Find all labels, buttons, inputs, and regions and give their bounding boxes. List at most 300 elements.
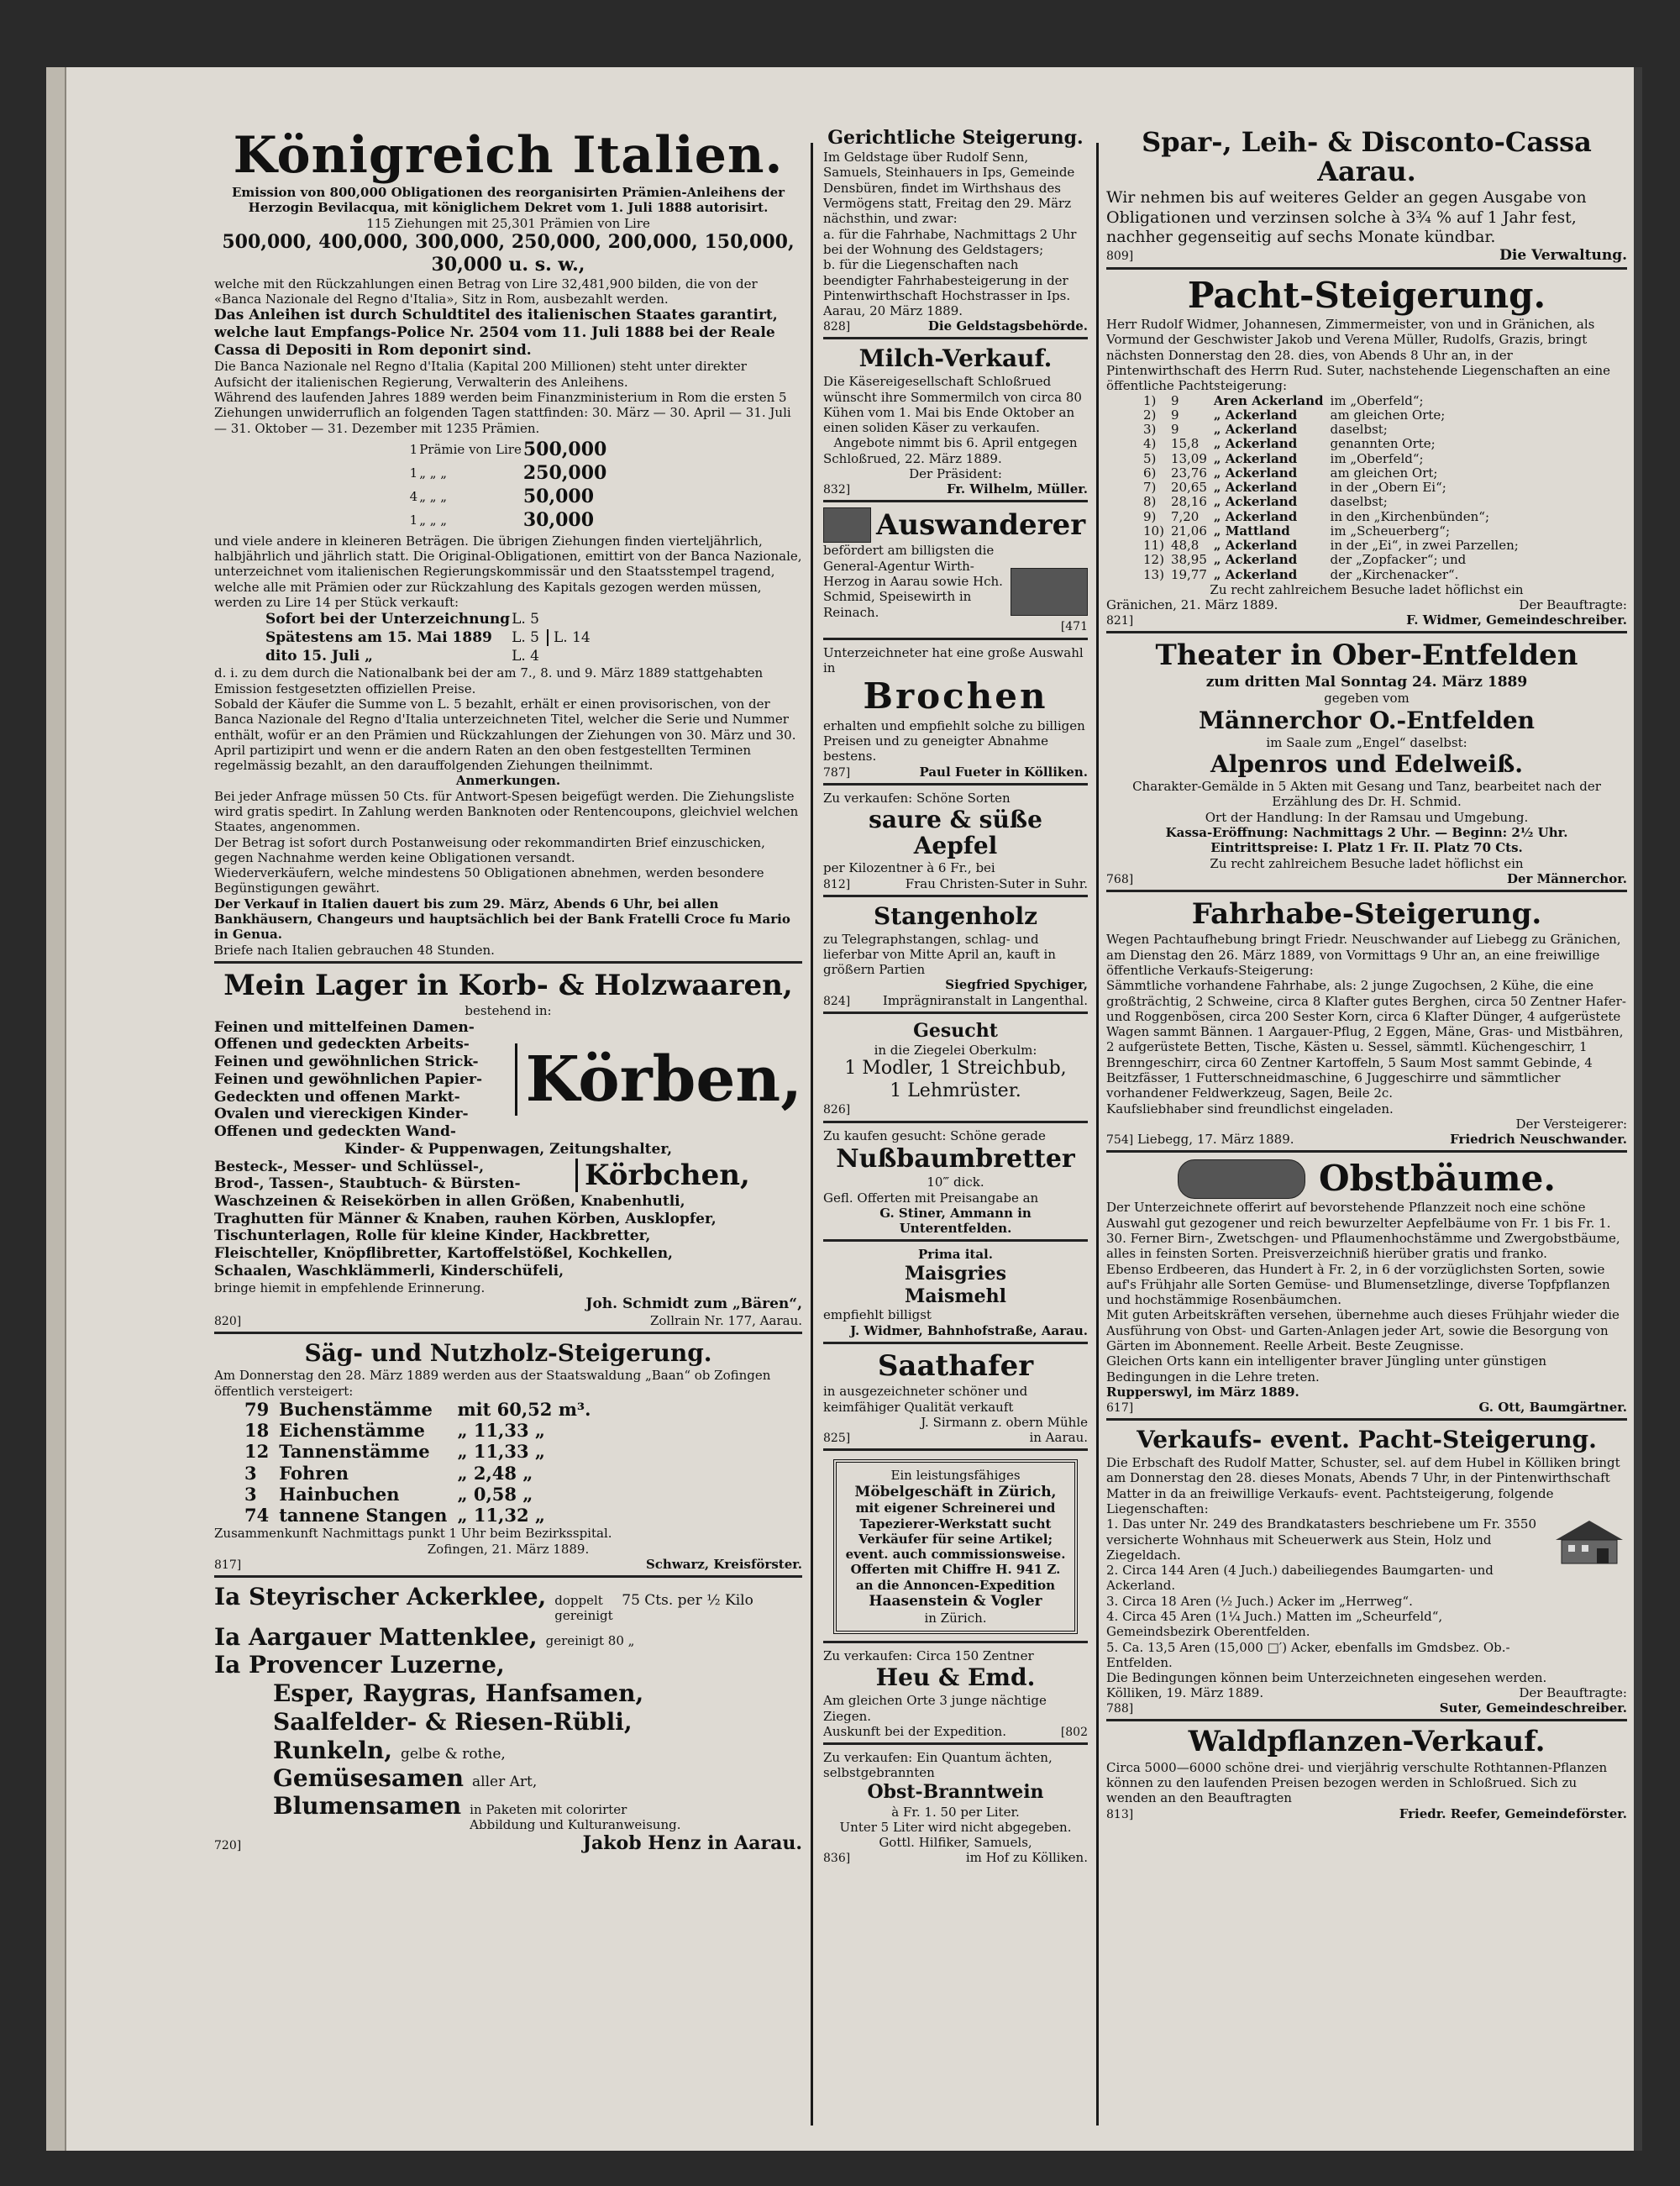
ad-number: 828] xyxy=(823,320,851,334)
ad-number: 787] xyxy=(823,765,851,780)
parcel-area: 9 xyxy=(1170,407,1179,423)
ad-text: Der Betrag ist sofort durch Postanweisung oder rekommandirten Brief einzuschicken, gegen Nachnahme werden keine Obligationen versandt. xyxy=(214,834,765,865)
ad-footer xyxy=(823,318,1088,334)
ad-text: Prima ital. xyxy=(918,1247,993,1263)
parcel-type: Aren Ackerland xyxy=(1213,392,1324,408)
parcel-area: 48,8 xyxy=(1170,538,1200,554)
ad-title: Gesucht xyxy=(913,1019,998,1042)
timber-volume: mit 60,52 m³. xyxy=(457,1399,591,1421)
ad-fahrhabe-steigerung xyxy=(1106,897,1627,1153)
property-item: 5. Ca. 13,5 Aren (15,000 □′) Acker, ebenfalls im Gmdsbez. Ob.-Entfelden. xyxy=(1106,1639,1510,1670)
basket-big-word: Körben, xyxy=(515,1043,802,1116)
ad-text: Der Beauftragte: xyxy=(1519,1685,1627,1701)
ad-obst-branntwein xyxy=(823,1750,1088,1866)
ad-body xyxy=(823,543,1088,619)
ad-number: 768] xyxy=(1106,872,1134,886)
parcel-row xyxy=(1140,466,1522,481)
ad-text: Zu recht zahlreichem Besuche ladet höflichst ein xyxy=(1210,581,1524,597)
prize-count: 1 xyxy=(409,441,418,457)
ad-obstbaeume xyxy=(1106,1158,1627,1421)
ad-footer xyxy=(1106,1700,1627,1716)
ad-number: 754] xyxy=(1106,1133,1134,1148)
timber-kind: tannene Stangen xyxy=(279,1505,448,1527)
parcel-area: 15,8 xyxy=(1170,436,1200,452)
parcel-location: in der „Obern Ei“; xyxy=(1330,480,1446,496)
parcel-row xyxy=(1140,408,1522,423)
ad-pacht-steigerung xyxy=(1106,275,1627,633)
parcel-area: 28,16 xyxy=(1170,494,1207,510)
seed-line xyxy=(214,1623,802,1651)
parcel-number: 10) xyxy=(1143,523,1164,539)
ad-text: Wiederverkäufern, welche mindestens 50 Obligationen abnehmen, werden besondere Begünstigungen gewährt. xyxy=(214,865,764,896)
prize-table xyxy=(409,438,608,532)
ad-title: saure & süße Aepfel xyxy=(869,805,1042,859)
timber-kind: Buchenstämme xyxy=(279,1399,433,1421)
ad-number: 617] xyxy=(1106,1401,1134,1416)
ad-title: Königreich Italien. xyxy=(233,126,784,185)
ad-aepfel xyxy=(823,791,1088,897)
ad-text: befördert am billigsten die General-Agentur Wirth-Herzog in Aarau sowie Hch. Schmid, Speisewirth in Reinach. xyxy=(823,543,1003,620)
ad-text: Waschzeinen & Reisekörben in allen Größen, Knabenhutli, xyxy=(214,1192,685,1210)
ad-number: [802 xyxy=(1060,1725,1088,1739)
prize-row xyxy=(409,485,608,508)
prize-row xyxy=(409,461,608,485)
ad-text: bestehend in: xyxy=(465,1003,552,1019)
ad-text: Briefe nach Italien gebrauchen 48 Stunden. xyxy=(214,942,495,958)
ad-signature: Gottl. Hilfiker, Samuels, xyxy=(879,1835,1032,1851)
ad-signature: F. Widmer, Gemeindeschreiber. xyxy=(1406,612,1627,628)
parcel-row xyxy=(1140,452,1522,466)
ad-saathafer xyxy=(823,1349,1088,1451)
column-left xyxy=(214,126,802,1854)
ad-text: in die Ziegelei Oberkulm: xyxy=(874,1042,1037,1058)
seed-line xyxy=(214,1583,802,1623)
ad-signature: G. Stiner, Ammann in Unterentfelden. xyxy=(879,1205,1032,1237)
ad-text: Die Käsereigesellschaft Schloßrued wünscht ihre Sommermilch von circa 80 Kühen vom 1. Mai bis Ende Oktober an einen soliden Käser zu verkaufen. xyxy=(823,374,1082,436)
ad-signature: Der Männerchor. xyxy=(1506,870,1627,886)
ad-text: Ort der Handlung: In der Ramsau und Umgebung. xyxy=(1205,809,1529,825)
ad-text: Ein leistungsfähiges xyxy=(890,1468,1021,1484)
timber-volume: „ 11,33 „ xyxy=(457,1441,545,1463)
parcel-type: „ Ackerland xyxy=(1213,508,1298,524)
ad-text: im Saale zum „Engel“ daselbst: xyxy=(1266,734,1467,750)
prize-row xyxy=(409,438,608,461)
seed-line xyxy=(214,1737,802,1764)
newspaper-page xyxy=(46,67,1642,2151)
ad-text: Zu kaufen gesucht: Schöne gerade xyxy=(823,1127,1046,1143)
seed-line xyxy=(214,1792,802,1832)
parcel-location: daselbst; xyxy=(1330,494,1388,510)
seed-price: gereinigt 80 „ xyxy=(545,1632,635,1648)
ad-brochen xyxy=(823,645,1088,786)
parcel-number: 4) xyxy=(1143,436,1157,452)
payment-value: L. 5 xyxy=(512,611,539,628)
ad-footer xyxy=(214,1313,802,1328)
basket-item: Feinen und mittelfeinen Damen- xyxy=(214,1018,475,1036)
ad-text: per Kilozentner à 6 Fr., bei xyxy=(823,860,995,876)
timber-volume: „ 11,32 „ xyxy=(457,1505,545,1527)
ad-address: im Hof zu Kölliken. xyxy=(965,1850,1088,1866)
next-page-edge xyxy=(1634,67,1642,2151)
parcel-location: im „Scheuerberg“; xyxy=(1330,523,1451,539)
ad-title: Mein Lager in Korb- & Holzwaaren, xyxy=(223,968,793,1002)
ad-text: Herr Rudolf Widmer, Johannesen, Zimmermeister, von und in Gränichen, als Vormund der Geschwister Jakob und Verena Müller, Rudolfs, Grazis, bringt nächsten Donnerstag den 28. dies, von Abends 8 Uhr an, in der Pintenwirthschaft des Herrn Rud. Suter, nachstehende Liegenschaften an eine öffentliche Pachtsteigerung: xyxy=(1106,317,1610,394)
page-binding xyxy=(46,67,66,2151)
ad-maismehl xyxy=(823,1247,1088,1344)
ad-title: Maismehl xyxy=(905,1285,1006,1307)
parcel-location: im „Oberfeld“; xyxy=(1330,450,1424,466)
seed-name: Ia Aargauer Mattenklee, xyxy=(214,1622,538,1651)
prize-value: 30,000 xyxy=(522,508,595,531)
ad-number: 817] xyxy=(214,1558,242,1572)
ad-text: 1 Lehmrüster. xyxy=(890,1080,1021,1102)
payment-label: dito 15. Juli „ xyxy=(265,648,373,665)
ad-date: Kölliken, 19. März 1889. xyxy=(1106,1685,1264,1701)
parcel-number: 5) xyxy=(1143,450,1157,466)
payment-label: Spätestens am 15. Mai 1889 xyxy=(265,629,492,647)
ad-signature: Siegfried Spychiger, xyxy=(945,977,1088,993)
timber-count: 3 xyxy=(244,1462,257,1484)
ad-text: Die Banca Nazionale nel Regno d'Italia (Kapital 200 Millionen) steht unter direkter Aufsicht der italienischen Regierung, Verwalterin des Anleihens. xyxy=(214,359,747,390)
ad-heu-emd xyxy=(823,1648,1088,1745)
ad-text: Traghutten für Männer & Knaben, rauhen Körben, Ausklopfer, xyxy=(214,1210,717,1227)
ad-text: erhalten und empfiehlt solche zu billigen Preisen und zu geneigter Abnahme bestens. xyxy=(823,717,1085,765)
ad-title: Nußbaumbretter xyxy=(836,1144,1075,1174)
ad-signature: Suter, Gemeindeschreiber. xyxy=(1439,1700,1627,1716)
parcel-location: im „Oberfeld“; xyxy=(1330,392,1424,408)
seed-line xyxy=(214,1764,802,1792)
ad-auswanderer xyxy=(823,507,1088,640)
ad-dateline xyxy=(1106,597,1627,612)
ad-text: Wir nehmen bis auf weiteres Gelder an gegen Ausgabe von Obligationen und verzinsen solche à 3¾ % auf 1 Jahr fest, nachher gegenseitig auf sechs Monate kündbar. xyxy=(1106,188,1587,246)
parcel-area: 38,95 xyxy=(1170,552,1207,568)
parcel-row xyxy=(1140,437,1522,451)
payment-total: L. 14 xyxy=(547,629,591,646)
parcel-number: 7) xyxy=(1143,480,1157,496)
parcel-number: 6) xyxy=(1143,465,1157,481)
ad-text: mit eigener Schreinerei und Tapezierer-Werkstatt sucht Verkäufer für seine Artikel; event. auch commissionsweise. xyxy=(845,1500,1066,1563)
parcel-area: 9 xyxy=(1170,392,1179,408)
timber-count: 18 xyxy=(244,1420,270,1442)
ad-text: Emission von 800,000 Obligationen des reorganisirten Prämien-Anleihens der Herzogin Bevilacqua, mit königlichem Dekret vom 1. Juli 1888 autorisirt. xyxy=(231,185,785,216)
ad-text: Charakter-Gemälde in 5 Akten mit Gesang und Tanz, bearbeitet nach der Erzählung des Dr. H. Schmid. xyxy=(1132,779,1601,810)
ad-text: welche mit den Rückzahlungen einen Betrag von Lire 32,481,900 bilden, die von der «Banca Nazionale del Regno d'Italia», Sitz in Rom, ausbezahlt werden. xyxy=(214,276,758,307)
ad-text: Zu verkaufen: Schöne Sorten xyxy=(823,790,1011,806)
ad-number: 836] xyxy=(823,1852,851,1866)
ad-footer xyxy=(823,481,1088,497)
parcel-area: 23,76 xyxy=(1170,465,1207,481)
column-rule xyxy=(1096,143,1099,2126)
ad-text: Schaalen, Waschklämmerli, Kinderschüfeli, xyxy=(214,1262,564,1280)
ad-date: Zofingen, 21. März 1889. xyxy=(427,1541,590,1557)
ad-verkaufs-steigerung xyxy=(1106,1426,1627,1721)
prize-label: „ „ „ xyxy=(419,512,448,528)
ad-title: Möbelgeschäft in Zürich, xyxy=(854,1483,1057,1500)
ad-text: Alpenros und Edelweiß. xyxy=(1210,749,1524,778)
ad-title: Obstbäume. xyxy=(1319,1158,1556,1200)
ad-footer xyxy=(1106,1400,1627,1415)
ad-title: Milch-Verkauf. xyxy=(858,344,1053,373)
basket-list xyxy=(214,1019,515,1141)
parcel-number: 9) xyxy=(1143,508,1157,524)
ad-text: Haasenstein & Vogler xyxy=(869,1593,1042,1611)
ad-title: Brochen xyxy=(863,675,1048,717)
ad-text: Angebote nimmt bis 6. April entgegen xyxy=(833,435,1078,451)
column-middle xyxy=(823,126,1088,1865)
ad-text: Der Präsident: xyxy=(909,466,1002,482)
prize-value: 50,000 xyxy=(522,485,595,507)
seed-name: Runkeln, xyxy=(273,1737,392,1765)
ad-header xyxy=(823,507,1088,543)
parcel-location: daselbst; xyxy=(1330,422,1388,438)
parcel-location: genannten Orte; xyxy=(1330,436,1436,452)
column-right xyxy=(1106,126,1627,1821)
ad-text: d. i. zu dem durch die Nationalbank bei der am 7., 8. und 9. März 1889 stattgehabten Emission festgesetzten offiziellen Preise. xyxy=(214,665,764,696)
ad-footer xyxy=(823,765,1088,780)
ad-title: Spar-, Leih- & Disconto-Cassa Aarau. xyxy=(1142,126,1592,188)
ad-korbwaaren xyxy=(214,969,802,1334)
ad-title: Stangenholz xyxy=(874,901,1037,930)
ad-signature: Friedr. Reefer, Gemeindeförster. xyxy=(1399,1805,1627,1821)
ad-text: Fleischteller, Knöpflibretter, Kartoffelstößel, Kochkellen, xyxy=(214,1245,673,1263)
property-item: 1. Das unter Nr. 249 des Brandkatasters beschriebene um Fr. 3550 versicherte Wohnhaus mit Scheuerwerk aus Stein, Holz und Ziegeldach. xyxy=(1106,1516,1537,1563)
ad-signature: Frau Christen-Suter in Suhr. xyxy=(905,875,1088,891)
prize-count: 1 xyxy=(409,512,418,528)
ad-number: 824] xyxy=(823,994,851,1008)
ad-text: zum dritten Mal Sonntag 24. März 1889 xyxy=(1205,673,1528,691)
ad-title: Auswanderer xyxy=(876,507,1086,542)
basket-list-group xyxy=(214,1019,802,1141)
parcel-row xyxy=(1140,553,1522,567)
ad-address: Zollrain Nr. 177, Aarau. xyxy=(649,1312,802,1328)
seed-name: Ia Provencer Luzerne, xyxy=(214,1650,505,1679)
ad-text: Der Verkauf in Italien dauert bis zum 29. März, Abends 6 Uhr, bei allen Bankhäusern, Changeurs und hauptsächlich bei der Bank Fratelli Croce fu Mario in Genua. xyxy=(214,896,790,943)
ad-number: 826] xyxy=(823,1102,851,1117)
ad-header xyxy=(1106,1158,1627,1200)
seed-note: aller Art, xyxy=(472,1773,538,1791)
ad-saemereien xyxy=(214,1583,802,1854)
ad-text: Zu verkaufen: Ein Quantum ächten, selbstgebrannten xyxy=(823,1749,1053,1781)
ad-koenigreich-italien xyxy=(214,126,802,964)
parcel-type: „ Ackerland xyxy=(1213,494,1298,510)
ad-title: Theater in Ober-Entfelden xyxy=(1155,638,1578,673)
seed-note: doppelt gereinigt xyxy=(554,1592,613,1623)
parcel-location: am gleichen Orte; xyxy=(1330,407,1446,423)
ad-title: Säg- und Nutzholz-Steigerung. xyxy=(304,1338,712,1367)
payment-table xyxy=(265,610,540,665)
property-item: 2. Circa 144 Aren (4 Juch.) dabeiliegendes Baumgarten- und Ackerland. xyxy=(1106,1563,1494,1594)
ad-signature: Friedrich Neuschwander. xyxy=(1450,1132,1627,1148)
ad-text: 1 Modler, 1 Streichbub, xyxy=(844,1058,1067,1080)
parcel-table xyxy=(1140,394,1522,582)
prize-label: „ „ „ xyxy=(419,488,448,504)
property-list xyxy=(1106,1516,1545,1670)
ad-text: Unterzeichneter hat eine große Auswahl in xyxy=(823,644,1084,676)
ad-text: Zusammenkunft Nachmittags punkt 1 Uhr beim Bezirksspital. xyxy=(214,1526,612,1542)
parcel-number: 12) xyxy=(1143,552,1164,568)
ad-title: Gerichtliche Steigerung. xyxy=(827,127,1084,149)
ad-signature: Schwarz, Kreisförster. xyxy=(645,1556,802,1572)
basket-item: Gedeckten und offenen Markt- xyxy=(214,1088,460,1106)
ad-signature: G. Ott, Baumgärtner. xyxy=(1478,1400,1627,1416)
parcel-type: „ Ackerland xyxy=(1213,480,1298,496)
basket-item: Offenen und gedeckten Wand- xyxy=(214,1123,456,1141)
timber-count: 79 xyxy=(244,1399,270,1421)
ad-text: Eintrittspreise: I. Platz 1 Fr. II. Platz 70 Cts. xyxy=(1210,840,1523,856)
ad-footer xyxy=(823,1724,1088,1739)
ad-text: Auskunft bei der Expedition. xyxy=(823,1723,1006,1739)
ad-text: Tischunterlagen, Rolle für kleine Kinder, Hackbretter, xyxy=(214,1227,651,1245)
column-rule xyxy=(811,143,813,2126)
ad-text: Kassa-Eröffnung: Nachmittags 2 Uhr. — Beginn: 2½ Uhr. xyxy=(1165,825,1568,841)
ad-signature: Jakob Henz in Aarau. xyxy=(582,1832,802,1855)
ad-nutzholz-steigerung xyxy=(214,1339,802,1578)
ad-date: Gränichen, 21. März 1889. xyxy=(1106,597,1278,613)
timber-table xyxy=(239,1399,596,1526)
timber-volume: „ 0,58 „ xyxy=(457,1483,533,1505)
parcel-row xyxy=(1140,423,1522,437)
ad-theater xyxy=(1106,638,1627,892)
parcel-number: 3) xyxy=(1143,422,1157,438)
ad-date-line xyxy=(1106,1132,1294,1147)
basket-item: Ovalen und viereckigen Kinder- xyxy=(214,1106,469,1123)
parcel-type: „ Ackerland xyxy=(1213,407,1298,423)
ad-dateline xyxy=(1106,1685,1627,1700)
seed-price: 75 Cts. per ½ Kilo xyxy=(622,1591,753,1609)
ad-number: 812] xyxy=(823,877,851,891)
parcel-row xyxy=(1140,524,1522,539)
ad-footer xyxy=(1106,1806,1627,1821)
ad-title: Waldpflanzen-Verkauf. xyxy=(1188,1725,1546,1759)
ad-date: Liebegg, 17. März 1889. xyxy=(1137,1132,1294,1148)
ad-footer xyxy=(823,1430,1088,1445)
ad-text: Sämmtliche vorhandene Fahrhabe, als: 2 junge Zugochsen, 2 Kühe, die eine großträchtig, 2 Schweine, circa 8 Klafter gutes Berghen, circa 50 Zentner Hafer- und Roggenbösen, circa 200 Sester Korn, circa 6 Klafter Dünger, 4 aufgerüstete Wagen sammt Bännen. 1 Aargauer-Pflug, 2 Eggen, Mäne, Gras- und Mistbähren, 2 aufgerüstete Betten, Tische, Kästen u. Sessel, sämmtl. Küchengeschirr, 1 Brenngeschirr, circa 60 Zentner Kartoffeln, 5 Saum Most sammt Gebinde, 4 Beitzfässer, 1 Futterschneidmaschine, 6 Juggeschirre und sämmtlicher vorhandener Feldwerkzeug, Sagen, Beile 2c. xyxy=(1106,978,1626,1101)
ad-moebelgeschaeft xyxy=(823,1456,1088,1643)
ad-text: bringe hiemit in empfehlende Erinnerung. xyxy=(214,1280,486,1295)
ad-number: 788] xyxy=(1106,1702,1134,1716)
prize-label: „ „ „ xyxy=(419,465,448,481)
ad-text: Kaufsliebhaber sind freundlichst eingeladen. xyxy=(1106,1101,1394,1117)
parcel-type: „ Ackerland xyxy=(1213,566,1298,582)
parcel-number: 11) xyxy=(1143,538,1164,554)
ad-text: Ebenso Erdbeeren, das Hundert à Fr. 2, in 6 der vorzüglichsten Sorten, sowie auf's Frühjahr alle Sorten Gemüse- und Blumensetzlinge, diverse Topfpflanzen und hochstämmige Rosenbäumchen. xyxy=(1106,1261,1610,1308)
ad-text: Sobald der Käufer die Summe von L. 5 bezahlt, erhält er einen provisorischen, von der Banca Nazionale del Regno d'Italia unterzeichneten Titel, welcher die Serie und Nummer enthält, wofür er an den Prämien und Rückzahlungen der Ziehungen von 30. März und 30. April partizipirt und wenn er die andern Raten an den oben festgestellten Terminen regelmässig bezahlt, an den darauffolgenden Ziehungen theilnimmt. xyxy=(214,696,796,774)
ad-signature: Paul Fueter in Kölliken. xyxy=(919,764,1088,780)
ad-text: Gefl. Offerten mit Preisangabe an xyxy=(823,1190,1039,1206)
timber-kind: Eichenstämme xyxy=(279,1420,425,1442)
ad-text: gegeben vom xyxy=(1324,691,1410,707)
parcel-type: „ Ackerland xyxy=(1213,436,1298,452)
payment-value: L. 5 xyxy=(512,629,539,647)
prize-value: 500,000 xyxy=(522,438,607,460)
ad-text: Bei jeder Anfrage müssen 50 Cts. für Antwort-Spesen beigefügt werden. Die Ziehungsliste wird gratis spedirt. In Zahlung werden Banknoten oder Rentencoupons, gleichviel welchen Staates, angenommen. xyxy=(214,788,799,835)
seed-note: in Paketen mit colorirter Abbildung und Kulturanweisung. xyxy=(470,1802,681,1833)
boxed-ad xyxy=(833,1459,1078,1634)
ad-text: Während des laufenden Jahres 1889 werden beim Finanzministerium in Rom die ersten 5 Ziehungen unwiderruflich an folgenden Tagen stattfinden: 30. März — 30. April — 31. Juli — 31. Oktober — 31. Dezember mit 1235 Prämien. xyxy=(214,389,791,436)
ad-subheading: Anmerkungen. xyxy=(455,773,561,789)
ad-text: Die Bedingungen können beim Unterzeichneten eingesehen werden. xyxy=(1106,1670,1547,1686)
ad-text: Der Versteigerer: xyxy=(1515,1116,1627,1132)
ad-text: Kinder- & Puppenwagen, Zeitungshalter, xyxy=(344,1140,672,1158)
parcel-type: „ Ackerland xyxy=(1213,422,1298,438)
basket-item: Brod-, Tassen-, Staubtuch- & Bürsten- xyxy=(214,1175,521,1193)
parcel-row xyxy=(1140,495,1522,509)
basket-item: Offenen und gedeckten Arbeits- xyxy=(214,1036,470,1054)
basket-item: Feinen und gewöhnlichen Papier- xyxy=(214,1070,483,1088)
ad-signature: Joh. Schmidt zum „Bären“, xyxy=(585,1295,802,1312)
ad-signature: J. Sirmann z. obern Mühle xyxy=(921,1414,1088,1430)
ad-text: Der Unterzeichnete offerirt auf bevorstehende Pflanzzeit noch eine schöne Auswahl gut gezogener und reich bewurzelter Aepfelbäume von Fr. 1 bis Fr. 1. 30. Ferner Birn-, Zwetschgen- und Pflaumenhochstämme und Zwergobstbäume, alles in feinsten Sorten. Preisverzeichniß hierüber gratis und franko. xyxy=(1106,1200,1620,1262)
ad-text: b. für die Liegenschaften nach beendigter Fahrhabesteigerung in der Pintenwirthschaft Hochstrasser in Ips. xyxy=(823,257,1071,303)
ad-text: Gleichen Orts kann ein intelligenter braver Jüngling unter günstigen Bedingungen in die Lehre treten. xyxy=(1106,1353,1547,1385)
parcel-type: „ Ackerland xyxy=(1213,552,1298,568)
parcel-row xyxy=(1140,539,1522,553)
parcel-number: 1) xyxy=(1143,392,1157,408)
ad-footer xyxy=(214,1832,802,1854)
ad-footer xyxy=(1106,612,1627,628)
ad-text: Circa 5000—6000 schöne drei- und vierjährig verschulte Rothtannen-Pflanzen können zu den laufenden Preisen bezogen werden in Schloßrued. Sich zu wenden an den Beauftragten xyxy=(1106,1759,1608,1806)
ad-text: Unter 5 Liter wird nicht abgegeben. xyxy=(839,1819,1072,1835)
ad-address: in Aarau. xyxy=(1029,1430,1088,1446)
basket-item: Besteck-, Messer- und Schlüssel-, xyxy=(214,1158,484,1175)
ad-number: [471 xyxy=(1060,619,1088,633)
parcel-area: 9 xyxy=(1170,422,1179,438)
prize-count: 4 xyxy=(409,488,418,504)
parcel-area: 20,65 xyxy=(1170,480,1207,496)
ad-number: 832] xyxy=(823,483,851,497)
parcel-location: in den „Kirchenbünden“; xyxy=(1330,508,1490,524)
ad-footer xyxy=(1106,247,1627,264)
prize-value: 250,000 xyxy=(522,461,607,484)
ad-text: Am Donnerstag den 28. März 1889 werden aus der Staatswaldung „Baan“ ob Zofingen öffentlich versteigert: xyxy=(214,1368,771,1399)
prize-row xyxy=(409,508,608,532)
ad-text: Im Geldstage über Rudolf Senn, Samuels, Steinhauers in Ips, Gemeinde Densbüren, findet im Wirthshaus des Vermögens statt, Freitag den 29. März nächsthin, und zwar: xyxy=(823,150,1075,227)
seed-name: Saalfelder- & Riesen-Rübli, xyxy=(273,1708,633,1737)
ad-stangenholz xyxy=(823,902,1088,1014)
ad-title: Saathafer xyxy=(877,1348,1034,1383)
prize-label: Prämie von Lire xyxy=(419,441,522,457)
ad-number: 820] xyxy=(214,1314,242,1328)
ad-signature: Die Verwaltung. xyxy=(1499,246,1627,264)
ad-text: in Zürich. xyxy=(924,1610,987,1626)
ad-gesucht xyxy=(823,1019,1088,1123)
ad-footer xyxy=(823,876,1088,891)
ad-title: Heu & Emd. xyxy=(875,1663,1036,1692)
ad-footer xyxy=(823,1850,1088,1865)
ship-illustration xyxy=(1011,568,1088,616)
ad-text: à Fr. 1. 50 per Liter. xyxy=(891,1804,1020,1820)
ad-signature: J. Widmer, Bahnhofstraße, Aarau. xyxy=(850,1322,1088,1338)
parcel-location: in der „Ei“, in zwei Parzellen; xyxy=(1330,538,1519,554)
parcel-row xyxy=(1140,510,1522,524)
timber-volume: „ 2,48 „ xyxy=(457,1462,533,1484)
ad-nussbaumbretter xyxy=(823,1128,1088,1242)
parcel-type: „ Ackerland xyxy=(1213,465,1298,481)
ad-title: Obst-Branntwein xyxy=(867,1781,1044,1804)
basket-big-word: Körbchen, xyxy=(575,1159,750,1192)
parcel-area: 21,06 xyxy=(1170,523,1207,539)
ad-text: Mit guten Arbeitskräften versehen, übernehme auch dieses Frühjahr wieder die Ausführung von Obst- und Garten-Anlagen jeder Art, sowie die Besorgung von Gärten im Abonnement. Reelle Arbeit. Beste Zeugnisse. xyxy=(1106,1307,1620,1354)
ad-title: Pacht-Steigerung. xyxy=(1187,274,1546,316)
ad-text: 500,000, 400,000, 300,000, 250,000, 200,000, 150,000, 30,000 u. s. w., xyxy=(222,230,795,276)
ad-text: a. für die Fahrhabe, Nachmittags 2 Uhr bei der Wohnung des Geldstagers; xyxy=(823,226,1077,257)
seed-name: Ia Steyrischer Ackerklee, xyxy=(214,1582,547,1611)
tree-illustration xyxy=(1178,1159,1305,1199)
property-item: 3. Circa 18 Aren (½ Juch.) Acker im „Herrweg“. xyxy=(1106,1593,1413,1609)
parcel-row xyxy=(1140,394,1522,408)
ad-number: 813] xyxy=(1106,1807,1134,1821)
payment-schedule xyxy=(214,610,802,665)
